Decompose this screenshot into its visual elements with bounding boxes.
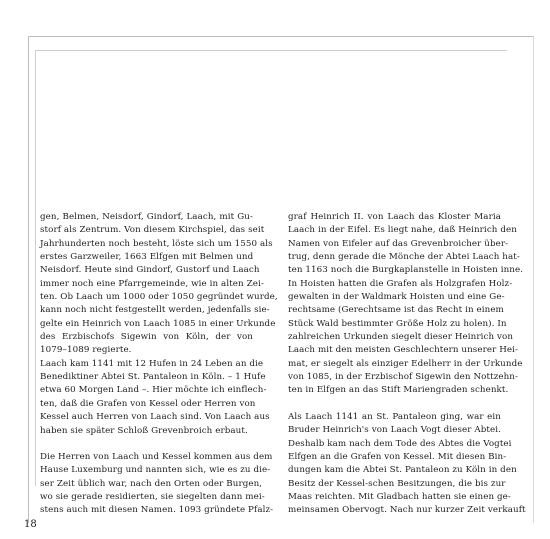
text-line: storf als Zentrum. Von diesem Kirchspiel, das seit — [40, 225, 265, 236]
paragraph-gap — [288, 398, 501, 411]
text-line: von 1085, in der Erzbischof Sigewin den Nottzehn- — [288, 372, 519, 383]
text-line: immer noch eine Pfarrgemeinde, wie in alten Zei- — [40, 278, 264, 289]
left-paragraph-2 — [40, 358, 270, 438]
text-line: Jahrhunderten noch besteht, löste sich um 1550 als — [40, 238, 273, 249]
text-line: 1079–1089 regierte. — [40, 345, 132, 356]
text-line: Elfgen an die Grafen von Kessel. Mit diesen Bin- — [288, 451, 507, 462]
text-line: ten 1163 noch die Burgkaplanstelle in Hoisten inne. — [288, 265, 524, 276]
right-paragraph-2 — [288, 411, 526, 518]
text-line: mat, er siegelt als einziger Edelherr in der Urkunde — [288, 358, 523, 369]
text-line: Maas reichten. Mit Gladbach hatten sie einen ge- — [288, 491, 511, 502]
text-line: kann noch nicht festgestellt werden, jedenfalls sie- — [40, 305, 270, 316]
text-line: rechtsame (Gerechtsame ist das Recht in einem — [288, 305, 504, 316]
text-line: Bruder Heinrich's von Laach Vogt dieser Abtei. — [288, 425, 501, 436]
text-line: gen, Belmen, Neisdorf, Gindorf, Laach, mit Gu- — [40, 212, 253, 222]
text-line: haben sie später Schloß Grevenbroich erbaut. — [40, 425, 248, 436]
text-line: erstes Garzweiler, 1663 Elfgen mit Belmen und — [40, 252, 254, 263]
text-line: etwa 60 Morgen Land –. Hier möchte ich einflech- — [40, 385, 267, 396]
left-paragraph-3 — [40, 451, 274, 518]
text-line: dungen kam die Abtei St. Pantaleon zu Köln in den — [288, 465, 517, 476]
text-line: Kessel auch Herren von Laach sind. Von Laach aus — [40, 412, 270, 423]
text-line: gewalten in der Waldmark Hoisten und eine Ge- — [288, 292, 505, 303]
text-line: Laach in der Eifel. Es liegt nahe, daß Heinrich den — [288, 225, 517, 236]
text-line: Besitz der Kessel-schen Besitzungen, die bis zur — [288, 478, 506, 489]
right-paragraph-1 — [288, 211, 524, 398]
text-line: meinsamen Obervogt. Nach nur kurzer Zeit verkauft — [288, 505, 526, 516]
text-line: ser Zeit üblich war, nach den Orten oder Burgen, — [40, 478, 263, 489]
text-line: Als Laach 1141 an St. Pantaleon ging, war ein — [288, 411, 501, 422]
left-column — [40, 211, 278, 518]
text-line: graf Heinrich II. von Laach das Kloster Maria — [288, 212, 501, 222]
text-line: Die Herren von Laach und Kessel kommen aus dem — [40, 451, 273, 462]
text-line: Stück Wald bestimmter Größe Holz zu holen). In — [288, 318, 507, 329]
paragraph-gap — [40, 438, 253, 451]
text-line: zahlreichen Urkunden siegelt dieser Heinrich von — [288, 332, 514, 343]
text-line: ten, daß die Grafen von Kessel oder Herren von — [40, 398, 256, 409]
text-line: Laach mit den meisten Geschlechtern unserer Hei- — [288, 345, 519, 356]
text-line: Hause Luxemburg und nannten sich, wie es zu die- — [40, 465, 271, 476]
text-line: Neisdorf. Heute sind Gindorf, Gustorf und Laach — [40, 265, 260, 276]
text-line: trug, denn gerade die Mönche der Abtei Laach hat- — [288, 252, 520, 263]
text-line: Laach kam 1141 mit 12 Hufen in 24 Leben an die — [40, 358, 264, 369]
text-line: ten in Elfgen an das Stift Mariengraden schenkt. — [288, 385, 509, 396]
right-column — [288, 211, 526, 518]
text-line: gelte ein Heinrich von Laach 1085 in einer Urkunde — [40, 318, 276, 329]
page-number: 18 — [24, 519, 37, 530]
text-line: In Hoisten hatten die Grafen als Holzgrafen Holz- — [288, 278, 513, 289]
text-line: des Erzbischofs Sigewin von Köln, der von — [40, 332, 253, 343]
text-line: Namen von Eifeler auf das Grevenbroicher über- — [288, 238, 509, 249]
text-line: ten. Ob Laach um 1000 oder 1050 gegründet wurde, — [40, 292, 278, 303]
text-line: wo sie gerade residierten, sie siegelten dann mei- — [40, 491, 265, 502]
left-paragraph-1 — [40, 211, 278, 358]
text-line: Benediktiner Abtei St. Pantaleon in Köln. – 1 Hufe — [40, 372, 266, 383]
text-line: stens auch mit diesen Namen. 1093 gründete Pfalz- — [40, 505, 274, 516]
text-line: Deshalb kam nach dem Tode des Abtes die Vogtei — [288, 438, 512, 449]
